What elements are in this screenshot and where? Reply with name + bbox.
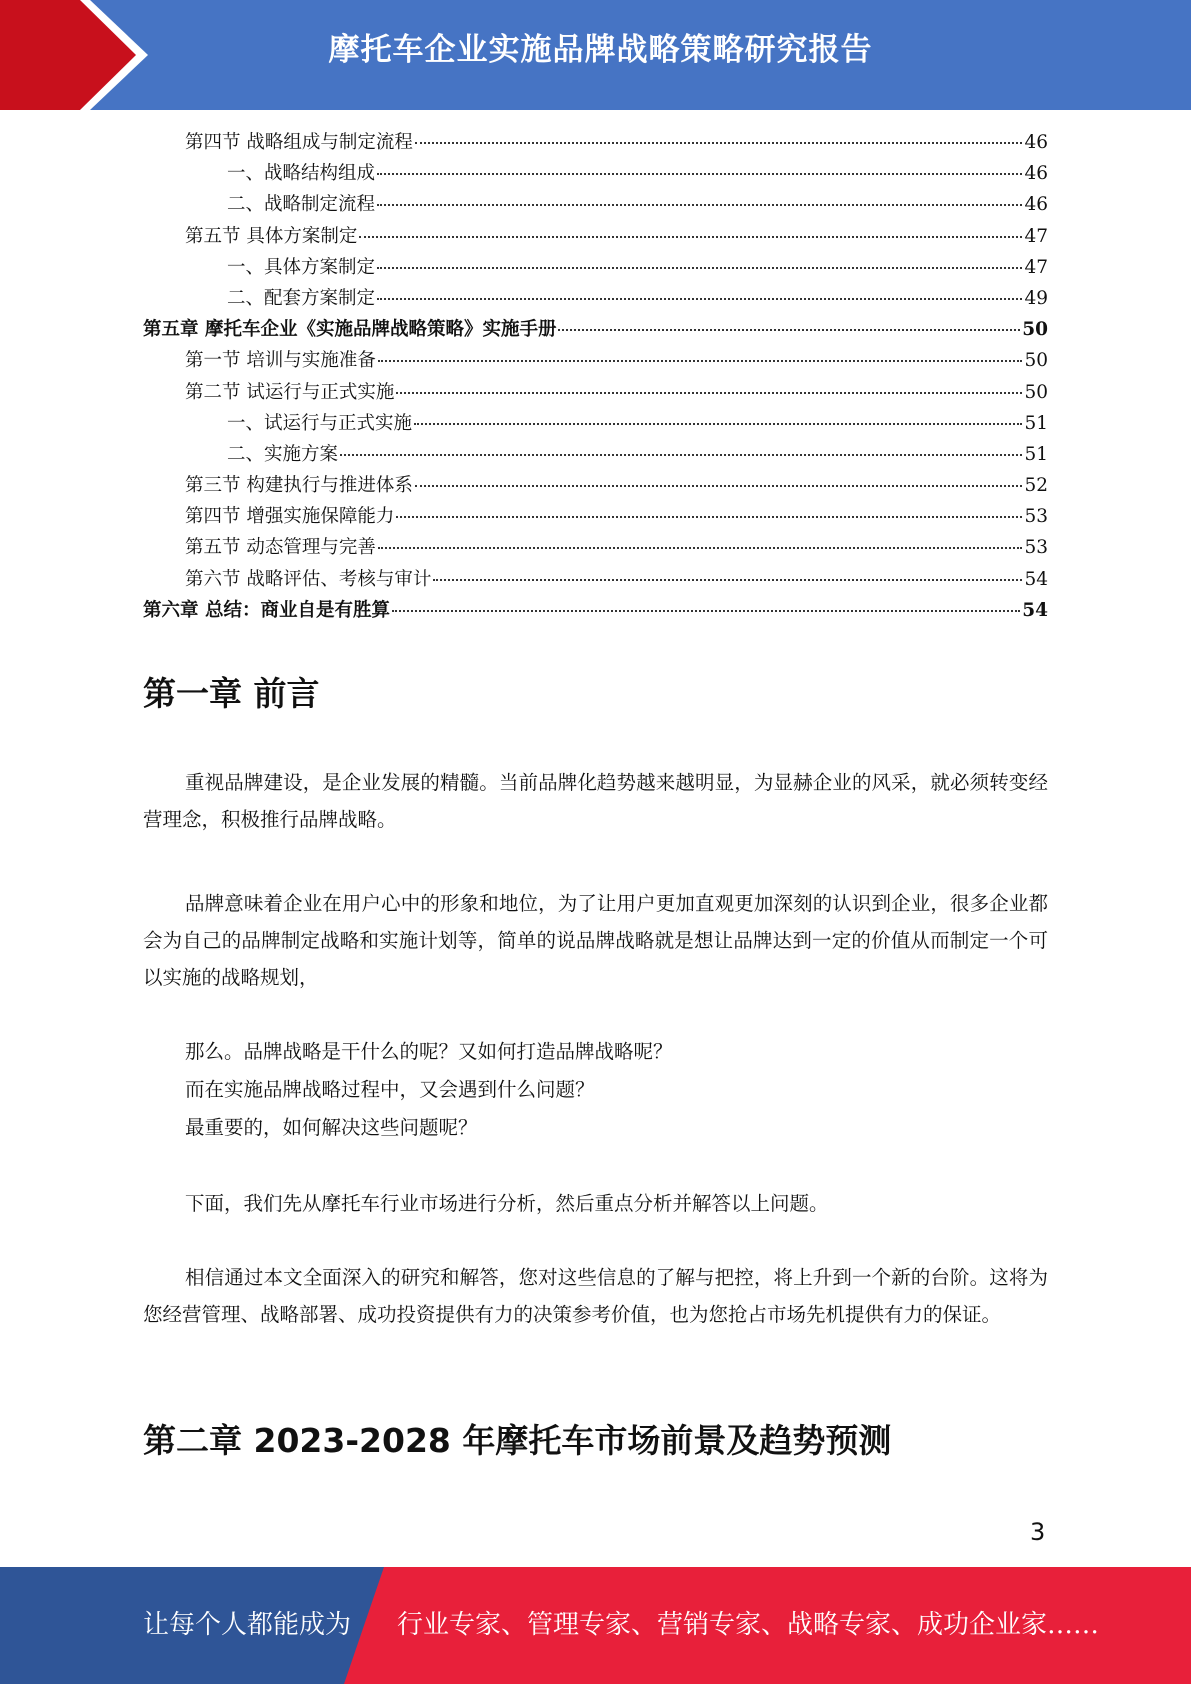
toc-entry-page: 51 [1024, 443, 1048, 465]
toc-entry-title: 第四节 战略组成与制定流程 [185, 132, 413, 153]
toc-entry[interactable] [143, 346, 1048, 377]
toc-entry-page: 50 [1024, 381, 1048, 403]
toc-dot-leader [378, 345, 1023, 362]
footer-slogan-right: 行业专家、管理专家、营销专家、战略专家、成功企业家…… [397, 1610, 1100, 1640]
toc-entry[interactable] [143, 440, 1048, 471]
chapter1-question-2: 而在实施品牌战略过程中，又会遇到什么问题？ [185, 1078, 595, 1101]
toc-dot-leader [392, 595, 1020, 612]
toc-dot-leader [396, 501, 1022, 518]
chapter1-heading: 第一章 前言 [143, 674, 320, 713]
chapter1-paragraph-1: 重视品牌建设，是企业发展的精髓。当前品牌化趋势越来越明显，为显赫企业的风采，就必须转变经营理念，积极推行品牌战略。 [143, 771, 1048, 831]
chapter1-paragraph-2: 品牌意味着企业在用户心中的形象和地位，为了让用户更加直观更加深刻的认识到企业，很多企业都会为自己的品牌制定战略和实施计划等，简单的说品牌战略就是想让品牌达到一定的价值从而制定一个可以实施的战略规划， [143, 892, 1048, 989]
toc-entry-title: 第六节 战略评估、考核与审计 [185, 568, 432, 590]
toc-entry[interactable] [143, 128, 1048, 159]
toc-entry-title: 第五节 具体方案制定 [185, 225, 358, 247]
toc-entry-page: 54 [1022, 599, 1048, 621]
toc-entry-title: 第五节 动态管理与完善 [185, 537, 376, 559]
toc-entry-page: 46 [1024, 132, 1048, 153]
toc-entry-page: 53 [1024, 506, 1048, 528]
header-banner [0, 0, 1191, 110]
toc-entry-title: 一、试运行与正式实施 [227, 412, 413, 434]
toc-entry-title: 第二节 试运行与正式实施 [185, 381, 395, 403]
toc-dot-leader [340, 439, 1022, 456]
toc-dot-leader [414, 408, 1022, 425]
toc-entry-title: 第六章 总结：商业自是有胜算 [143, 599, 390, 621]
toc-entry[interactable] [143, 378, 1048, 409]
toc-entry[interactable] [143, 502, 1048, 533]
toc-entry-title: 第三节 构建执行与推进体系 [185, 475, 413, 497]
toc-entry-page: 52 [1024, 475, 1048, 497]
toc-dot-leader [377, 252, 1022, 269]
toc-entry-title: 第一节 培训与实施准备 [185, 350, 376, 372]
chapter1-paragraph-3: 下面，我们先从摩托车行业市场进行分析，然后重点分析并解答以上问题。 [185, 1192, 829, 1215]
toc-dot-leader [396, 377, 1022, 394]
table-of-contents [143, 128, 1048, 627]
toc-entry-page: 50 [1022, 319, 1048, 341]
toc-dot-leader [415, 470, 1023, 487]
toc-entry[interactable] [143, 533, 1048, 564]
toc-entry-title: 一、战略结构组成 [227, 163, 376, 185]
toc-entry-title: 二、实施方案 [227, 443, 339, 465]
chapter2-heading: 第二章 2023-2028 年摩托车市场前景及趋势预测 [143, 1421, 892, 1460]
chapter1-question-1: 那么。品牌战略是干什么的呢？又如何打造品牌战略呢？ [185, 1040, 673, 1063]
toc-entry-page: 54 [1024, 568, 1048, 590]
toc-dot-leader [378, 532, 1023, 549]
footer-slogan-left: 让每个人都能成为 [143, 1610, 352, 1640]
toc-entry-page: 47 [1024, 256, 1048, 278]
toc-entry-page: 46 [1024, 194, 1048, 216]
toc-entry-title: 第四节 增强实施保障能力 [185, 506, 395, 528]
toc-entry[interactable] [143, 284, 1048, 315]
toc-entry[interactable] [143, 565, 1048, 596]
toc-entry-title: 一、具体方案制定 [227, 256, 376, 278]
toc-dot-leader [433, 564, 1022, 581]
toc-entry[interactable] [143, 190, 1048, 221]
toc-dot-leader [377, 283, 1022, 300]
toc-entry-title: 第五章 摩托车企业《实施品牌战略策略》实施手册 [143, 319, 557, 341]
toc-entry[interactable] [143, 159, 1048, 190]
toc-dot-leader [415, 127, 1023, 144]
page-number: 3 [1030, 1518, 1046, 1546]
toc-dot-leader [377, 158, 1022, 175]
toc-entry-page: 51 [1024, 412, 1048, 434]
toc-entry-page: 53 [1024, 537, 1048, 559]
toc-dot-leader [359, 221, 1022, 238]
toc-entry-page: 46 [1024, 163, 1048, 185]
chapter1-question-3: 最重要的，如何解决这些问题呢？ [185, 1116, 478, 1139]
toc-entry-page: 49 [1024, 287, 1048, 309]
toc-entry[interactable] [143, 409, 1048, 440]
toc-entry[interactable] [143, 471, 1048, 502]
toc-dot-leader [558, 314, 1020, 331]
toc-entry[interactable] [143, 222, 1048, 253]
toc-entry[interactable] [143, 315, 1048, 346]
toc-entry[interactable] [143, 596, 1048, 627]
toc-entry-title: 二、战略制定流程 [227, 194, 376, 216]
toc-entry[interactable] [143, 253, 1048, 284]
document-title: 摩托车企业实施品牌战略策略研究报告 [328, 32, 873, 68]
toc-entry-page: 50 [1024, 350, 1048, 372]
toc-entry-title: 二、配套方案制定 [227, 287, 376, 309]
chapter1-paragraph-4: 相信通过本文全面深入的研究和解答，您对这些信息的了解与把控，将上升到一个新的台阶。这将为您经营管理、战略部署、成功投资提供有力的决策参考价值，也为您抢占市场先机提供有力的保证。 [143, 1266, 1048, 1326]
toc-entry-page: 47 [1024, 225, 1048, 247]
toc-dot-leader [377, 189, 1022, 206]
